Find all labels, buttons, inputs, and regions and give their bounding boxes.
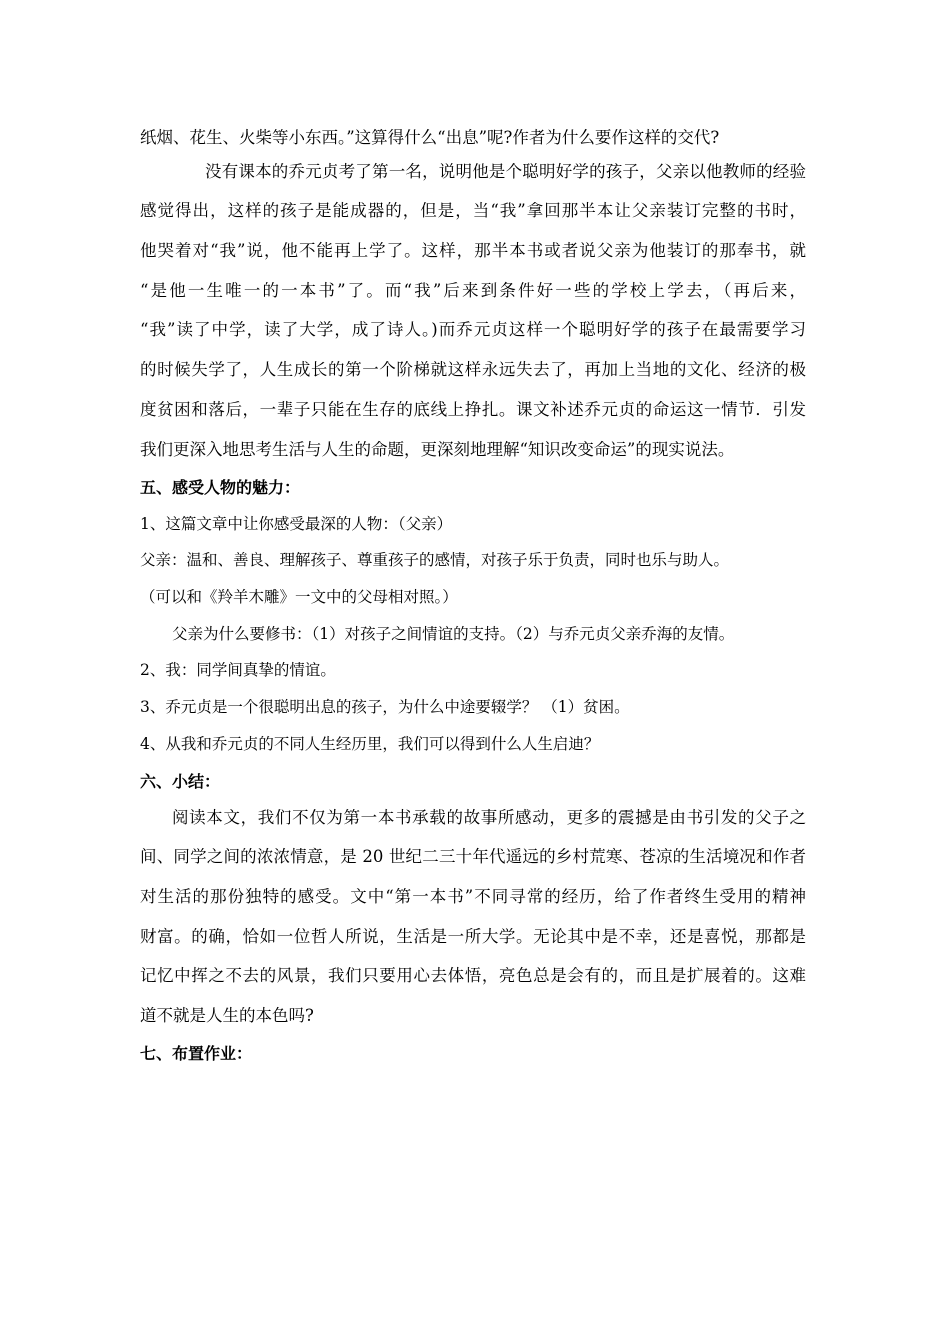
paragraph-line: 间、同学之间的浓浓情意，是 20 世纪二三十年代遥远的乡村荒寒、苍凉的生活境况和作者 bbox=[140, 847, 806, 866]
paragraph-line: 道不就是人生的本色吗? bbox=[140, 1006, 314, 1025]
why-repair-book: 父亲为什么要修书：（1）对孩子之间情谊的支持。（2）与乔元贞父亲乔海的友情。 bbox=[172, 625, 735, 643]
paragraph-line: 他哭着对“我”说，他不能再上学了。这样，那半本书或者说父亲为他装订的那奉书，就 bbox=[140, 241, 806, 260]
compare-note: （可以和《羚羊木雕》一文中的父母相对照。） bbox=[140, 588, 458, 606]
list-item: 2、我：同学间真挚的情谊。 bbox=[140, 661, 336, 679]
paragraph-line: 记忆中挥之不去的风景，我们只要用心去体悟，亮色总是会有的，而且是扩展着的。这难 bbox=[140, 966, 806, 985]
paragraph-line: 阅读本文，我们不仅为第一本书承载的故事所感动，更多的震撼是由书引发的父子之 bbox=[172, 808, 806, 827]
paragraph-line: 财富。的确，恰如一位哲人所说，生活是一所大学。无论其中是不幸，还是喜悦，那都是 bbox=[140, 927, 806, 946]
paragraph-line: “我”读了中学，读了大学，成了诗人。)而乔元贞这样一个聪明好学的孩子在最需要学习 bbox=[140, 320, 806, 339]
paragraph-line: 对生活的那份独特的感受。文中“第一本书”不同寻常的经历，给了作者终生受用的精神 bbox=[140, 887, 806, 906]
paragraph-line: 我们更深入地思考生活与人生的命题，更深刻地理解“知识改变命运”的现实说法。 bbox=[140, 440, 735, 459]
section-heading-7: 七、布置作业： bbox=[140, 1044, 253, 1063]
paragraph-line: 纸烟、花生、火柴等小东西。”这算得什么“出息”呢?作者为什么要作这样的交代? bbox=[140, 128, 720, 147]
paragraph-line: 没有课本的乔元贞考了第一名，说明他是个聪明好学的孩子，父亲以他教师的经验 bbox=[205, 162, 806, 181]
list-item: 1、这篇文章中让你感受最深的人物：（父亲） bbox=[140, 515, 453, 533]
list-item: 4、从我和乔元贞的不同人生经历里，我们可以得到什么人生启迪？ bbox=[140, 735, 600, 753]
father-description: 父亲：温和、善良、理解孩子、尊重孩子的感情，对孩子乐于负责，同时也乐与助人。 bbox=[140, 551, 730, 569]
paragraph-line: 度贫困和落后，一辈子只能在生存的底线上挣扎。课文补述乔元贞的命运这一情节．引发 bbox=[140, 400, 806, 419]
paragraph-line: 感觉得出，这样的孩子是能成器的，但是，当“我”拿回那半本让父亲装订完整的书时， bbox=[140, 201, 806, 220]
paragraph-line: “是他一生唯一的一本书”了。而“我”后来到条件好一些的学校上学去，（再后来， bbox=[140, 281, 806, 300]
section-heading-6: 六、小结： bbox=[140, 772, 221, 791]
paragraph-line: 的时候失学了，人生成长的第一个阶梯就这样永远失去了，再加上当地的文化、经济的极 bbox=[140, 360, 806, 379]
section-heading-5: 五、感受人物的魅力： bbox=[140, 478, 301, 497]
list-item: 3、乔元贞是一个很聪明出息的孩子，为什么中途要辍学？ （1）贫困。 bbox=[140, 698, 630, 716]
